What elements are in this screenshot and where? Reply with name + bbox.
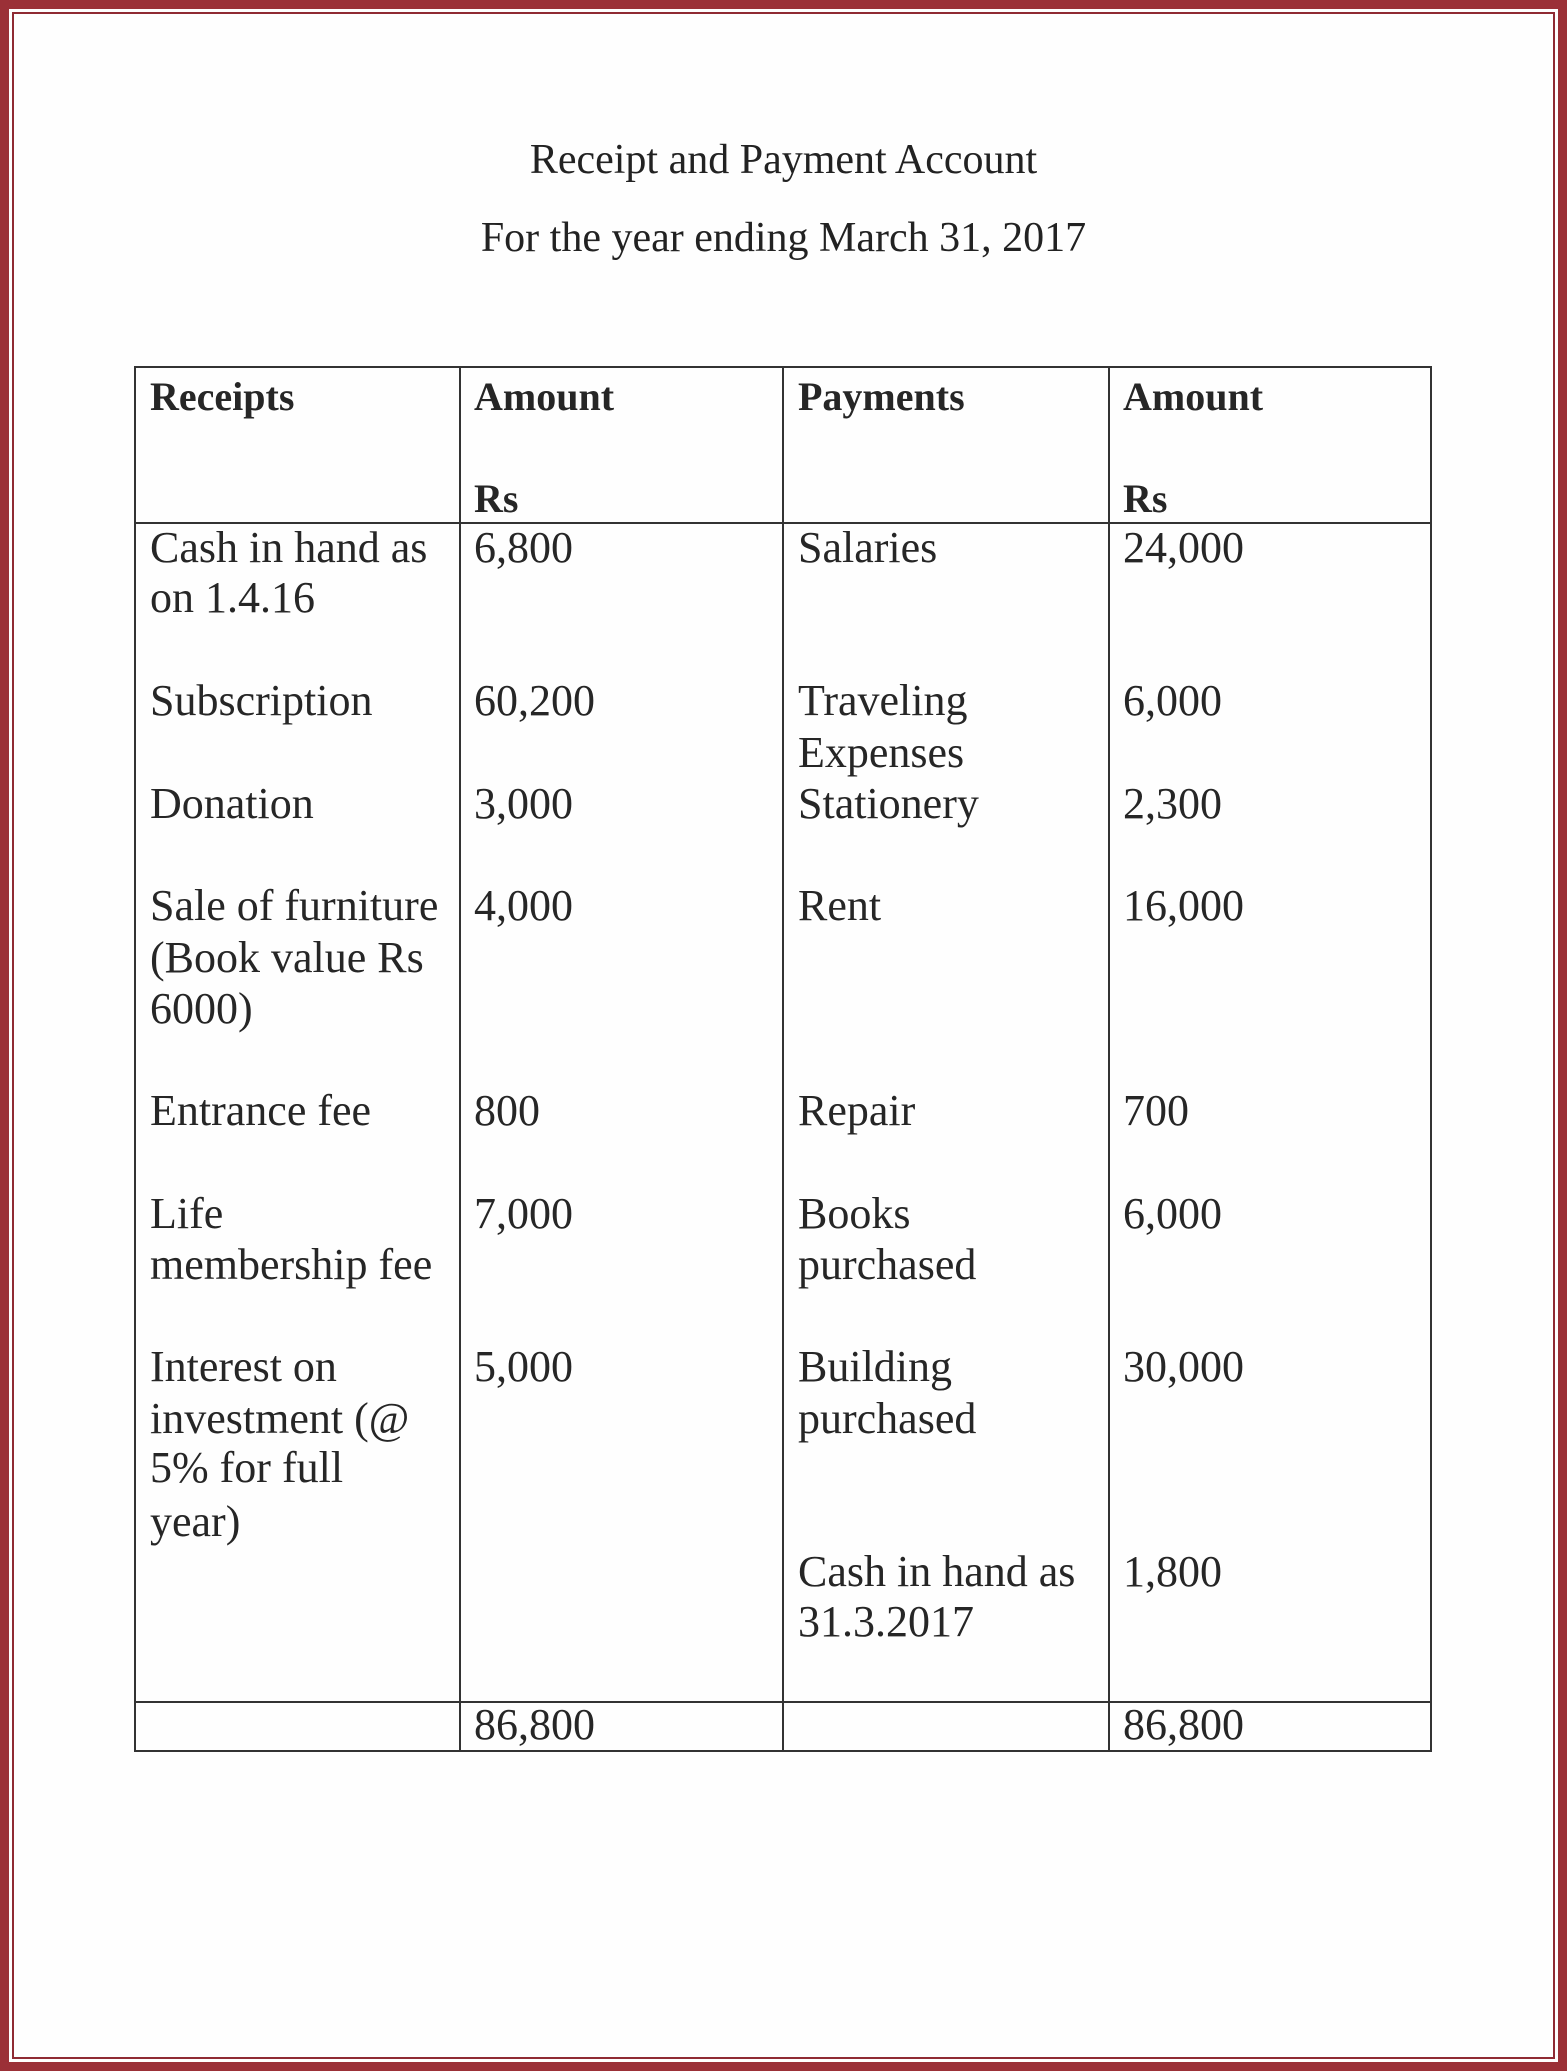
receipt-amount: 800 <box>474 1086 540 1135</box>
header-payments-amount: Amount <box>1123 374 1264 419</box>
payment-amount: 6,000 <box>1123 676 1222 725</box>
payment-amount: 6,000 <box>1123 1189 1222 1238</box>
receipt-label-line: Cash in hand as <box>150 523 428 572</box>
receipt-label-line: Subscription <box>150 676 373 725</box>
payment-amount: 700 <box>1123 1086 1189 1135</box>
payment-amount: 16,000 <box>1123 881 1244 930</box>
receipt-label-line: investment (@ <box>150 1394 410 1443</box>
header-receipts-amount-unit: Rs <box>474 476 519 521</box>
receipt-label-line: Entrance fee <box>150 1086 372 1135</box>
payment-label-line: Repair <box>798 1086 916 1135</box>
receipt-label-line: 5% for full <box>150 1443 344 1492</box>
payment-label-line: Traveling <box>798 676 968 725</box>
payment-amount: 24,000 <box>1123 523 1244 572</box>
payment-amount: 2,300 <box>1123 779 1222 828</box>
receipt-label-line: Sale of furniture <box>150 881 439 930</box>
receipt-amount: 3,000 <box>474 779 573 828</box>
receipt-label-line: on 1.4.16 <box>150 573 315 622</box>
payment-label-line: Building <box>798 1342 953 1391</box>
receipt-label-line: Interest on <box>150 1342 337 1391</box>
receipt-payment-table <box>134 366 1432 1752</box>
document-subtitle: For the year ending March 31, 2017 <box>480 215 1087 261</box>
receipt-label-line: membership fee <box>150 1240 433 1289</box>
receipt-amount: 6,800 <box>474 523 573 572</box>
receipt-amount: 5,000 <box>474 1342 573 1391</box>
payment-label-line: purchased <box>798 1240 977 1289</box>
payment-label-line: 31.3.2017 <box>798 1597 974 1646</box>
receipt-label-line: Life <box>150 1189 224 1238</box>
receipts-total: 86,800 <box>474 1700 595 1749</box>
payment-amount: 1,800 <box>1123 1547 1222 1596</box>
payments-total: 86,800 <box>1123 1700 1244 1749</box>
receipt-amount: 7,000 <box>474 1189 573 1238</box>
header-payments-amount-unit: Rs <box>1123 476 1168 521</box>
receipt-label-line: year) <box>150 1497 241 1546</box>
receipt-label-line: 6000) <box>150 984 253 1033</box>
payment-label-line: Rent <box>798 881 882 930</box>
header-receipts-amount: Amount <box>474 374 615 419</box>
receipt-amount: 4,000 <box>474 881 573 930</box>
document-title: Receipt and Payment Account <box>529 137 1038 183</box>
header-receipts: Receipts <box>150 374 295 419</box>
payment-amount: 30,000 <box>1123 1342 1244 1391</box>
column-divider-3 <box>1108 368 1110 1750</box>
payment-label-line: Stationery <box>798 779 979 828</box>
payment-label-line: Salaries <box>798 523 938 572</box>
receipt-amount: 60,200 <box>474 676 595 725</box>
column-divider-2 <box>782 368 784 1750</box>
payment-label-line: Books <box>798 1189 911 1238</box>
column-divider-1 <box>459 368 461 1750</box>
receipt-label-line: Donation <box>150 779 314 828</box>
header-payments: Payments <box>798 374 965 419</box>
receipt-label-line: (Book value Rs <box>150 933 424 982</box>
payment-label-line: Expenses <box>798 728 965 777</box>
payment-label-line: purchased <box>798 1394 977 1443</box>
payment-label-line: Cash in hand as <box>798 1547 1076 1596</box>
